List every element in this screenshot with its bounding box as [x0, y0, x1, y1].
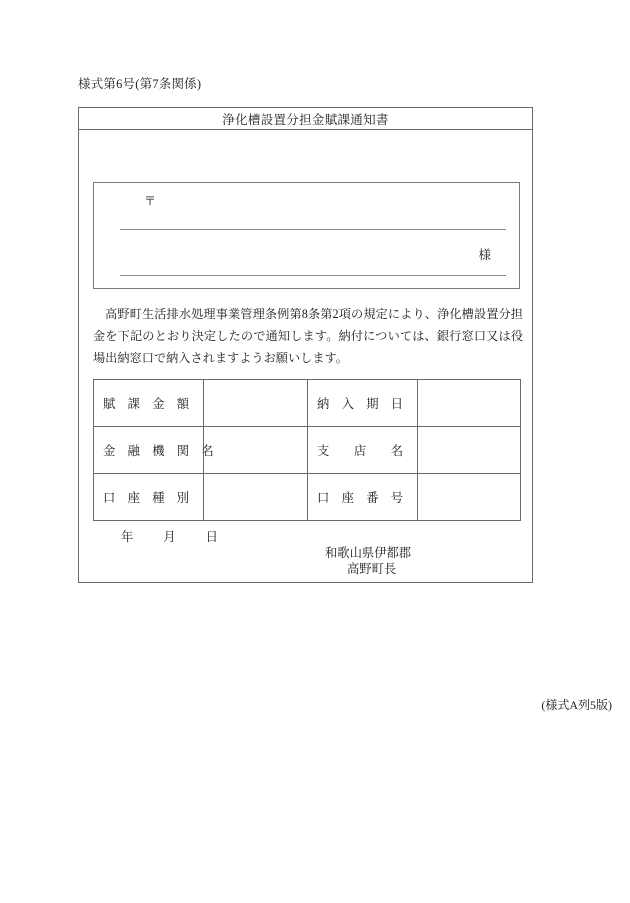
table-row: [94, 427, 521, 474]
cell-value-assessed-amount[interactable]: [204, 380, 308, 427]
date-month-label: 月: [163, 530, 176, 544]
table-row: [94, 380, 521, 427]
cell-value-branch-name[interactable]: [418, 427, 521, 474]
postal-mark-icon: 〒: [144, 194, 157, 208]
body-paragraph: [93, 303, 523, 369]
page-title: 浄化槽設置分担金賦課通知書: [222, 112, 389, 127]
label-text-account-number: 口 座 番 号: [317, 491, 404, 505]
document-title-row: [79, 108, 532, 130]
body-line-1: 高野町生活排水処理事業管理条例第8条第2項の規定により、浄化槽設置分担金を下記の: [93, 307, 523, 343]
cell-label-assessed-amount: [94, 380, 204, 427]
payment-details-table: [93, 379, 521, 521]
body-line-3: ますようお願いします。: [214, 351, 348, 365]
date-entry-line: [93, 527, 218, 545]
issuer-mayor-title: 高野町長: [347, 562, 397, 576]
cell-label-financial-institution: [94, 427, 214, 474]
cell-label-payment-due-date: [308, 380, 418, 427]
address-write-line-2: [120, 275, 506, 276]
cell-label-branch-name: [308, 427, 418, 474]
issuer-signature-block: [325, 545, 411, 577]
table-row: [94, 474, 521, 521]
address-write-line-1: [120, 229, 506, 230]
label-text-branch-name: 支 店 名: [317, 444, 404, 458]
form-size-note: (様式A列5版): [541, 698, 612, 712]
notification-frame: [78, 107, 612, 712]
date-day-label: 日: [205, 530, 218, 544]
label-text-payment-due-date: 納 入 期 日: [317, 397, 404, 411]
date-year-label: 年: [121, 530, 134, 544]
body-line-2: とおり決定したので通知します。納付については、銀行窓口又は役場出納窓口で納入され: [93, 329, 524, 365]
form-number-label: 様式第6号(第7条関係): [78, 77, 202, 91]
cell-value-account-number[interactable]: [418, 474, 521, 521]
addressee-honorific: 様: [478, 248, 491, 262]
issuer-prefecture-district: 和歌山県伊都郡: [325, 546, 412, 560]
cell-value-account-type[interactable]: [204, 474, 308, 521]
cell-value-payment-due-date[interactable]: [418, 380, 521, 427]
addressee-box: [93, 182, 520, 289]
label-text-financial-institution: 金 融 機 関 名: [103, 444, 214, 458]
label-text-account-type: 口 座 種 別: [103, 491, 190, 505]
cell-value-financial-institution[interactable]: [204, 427, 308, 474]
label-text-assessed-amount: 賦 課 金 額: [103, 397, 190, 411]
cell-label-account-number: [308, 474, 418, 521]
cell-label-account-type: [94, 474, 204, 521]
